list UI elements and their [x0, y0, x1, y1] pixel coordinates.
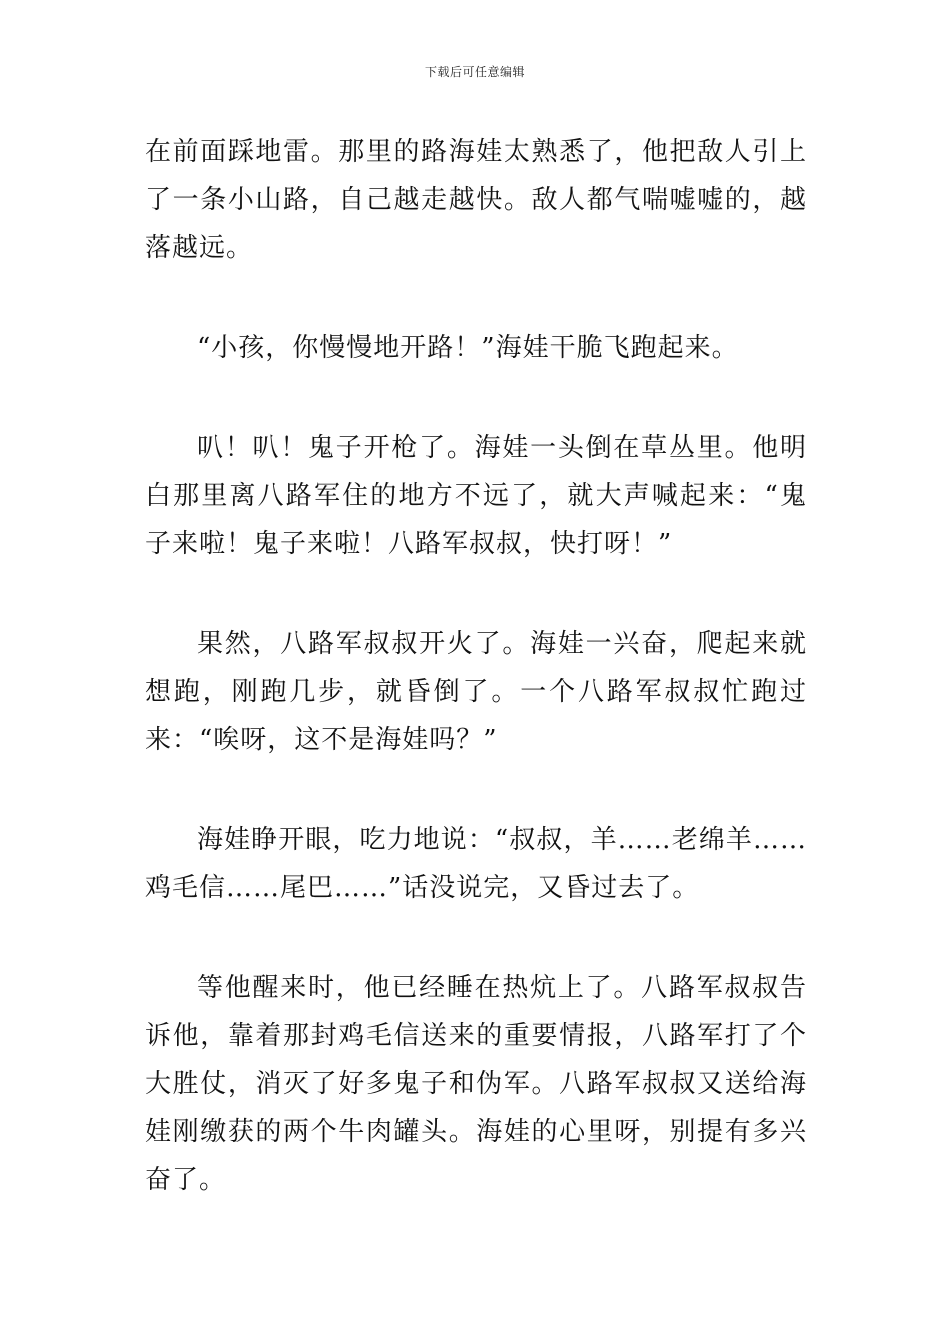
document-body: [145, 128, 807, 1256]
paragraph-5: 海娃睁开眼，吃力地说：“叔叔，羊……老绵羊……鸡毛信……尾巴……”话没说完，又昏过去了。: [145, 825, 807, 903]
paragraph-2: “小孩，你慢慢地开路！”海娃干脆飞跑起来。: [197, 333, 739, 363]
paragraph-1: 在前面踩地雷。那里的路海娃太熟悉了，他把敌人引上了一条小山路，自己越走越快。敌人都气喘嘘嘘的，越落越远。: [145, 137, 807, 263]
page-header: 下载后可任意编辑: [424, 65, 525, 79]
paragraph-4: 果然，八路军叔叔开火了。海娃一兴奋，爬起来就想跑，刚跑几步，就昏倒了。一个八路军叔叔忙跑过来：“唉呀，这不是海娃吗？”: [145, 629, 807, 755]
paragraph-3: 叭！叭！鬼子开枪了。海娃一头倒在草丛里。他明白那里离八路军住的地方不远了，就大声喊起来：“鬼子来啦！鬼子来啦！八路军叔叔，快打呀！”: [145, 433, 807, 559]
paragraph-6: 等他醒来时，他已经睡在热炕上了。八路军叔叔告诉他，靠着那封鸡毛信送来的重要情报，八路军打了个大胜仗，消灭了好多鬼子和伪军。八路军叔叔又送给海娃刚缴获的两个牛肉罐头。海娃的心里呀，别提有多兴奋了。: [145, 973, 807, 1195]
